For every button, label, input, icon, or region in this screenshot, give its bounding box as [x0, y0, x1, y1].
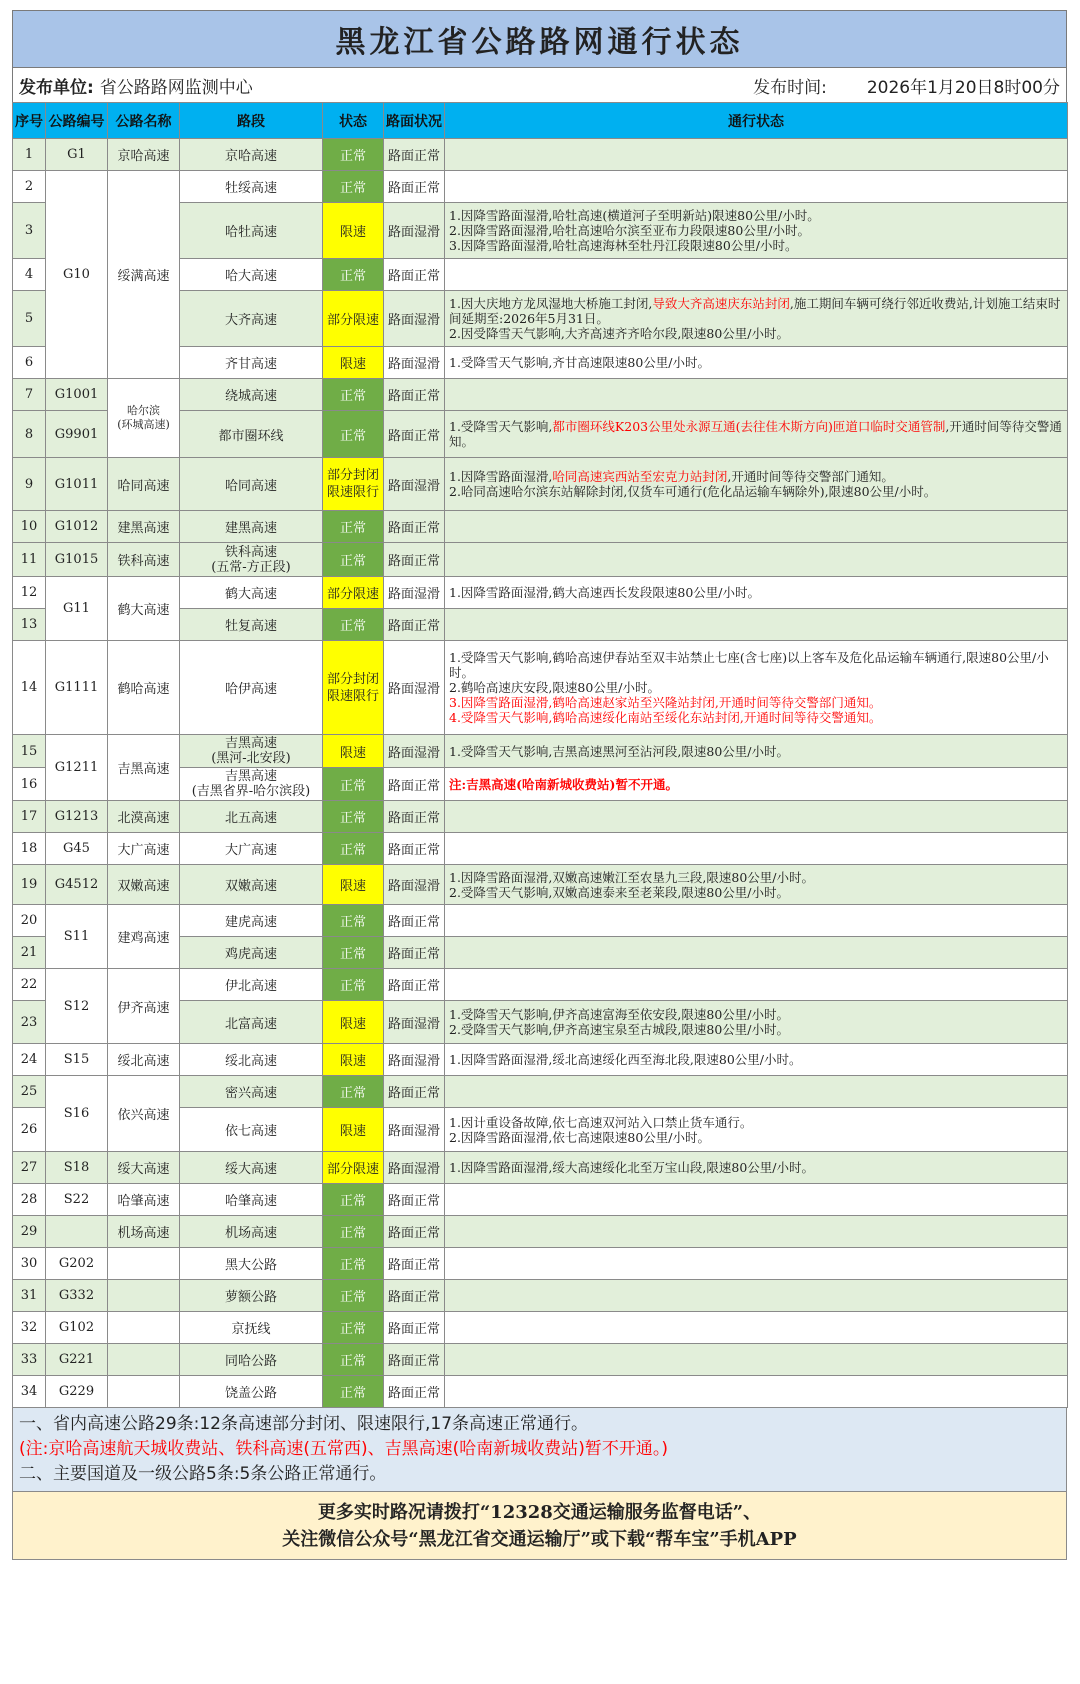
- road-code: G45: [46, 833, 108, 865]
- row-no: 17: [13, 801, 46, 833]
- road-name: 绥满高速: [108, 171, 180, 379]
- road-name: 依兴高速: [108, 1076, 180, 1152]
- row-no: 4: [13, 259, 46, 291]
- road-code: G332: [46, 1280, 108, 1312]
- road-name: 吉黑高速: [108, 735, 180, 801]
- row-no: 13: [13, 609, 46, 641]
- traffic-desc: 1.受降雪天气影响,鹤哈高速伊春站至双丰站禁止七座(含七座)以上客车及危化品运输车辆通行,限速80公里/小时。 2.鹤哈高速庆安段,限速80公里/小时。 3.因降雪路面湿滑,鹤哈高速赵家站至兴隆站封闭,开通时间等待交警部门通知。 4.受降雪天气影响,鹤哈高速绥化南站至绥化东站封闭,开通时间等待交警通知。: [445, 641, 1068, 735]
- status-badge: 正常: [323, 259, 384, 291]
- row-no: 29: [13, 1216, 46, 1248]
- surface-condition: 路面正常: [384, 905, 445, 937]
- road-name: 建黑高速: [108, 511, 180, 543]
- traffic-desc: 1.受降雪天气影响,伊齐高速富海至依安段,限速80公里/小时。 2.受降雪天气影响,伊齐高速宝泉至古城段,限速80公里/小时。: [445, 1001, 1068, 1044]
- status-badge: 正常: [323, 1216, 384, 1248]
- road-code: G1001: [46, 379, 108, 411]
- road-segment: 鸡虎高速: [180, 937, 323, 969]
- row-no: 18: [13, 833, 46, 865]
- traffic-desc: 1.受降雪天气影响,都市圈环线K203公里处永源互通(去往佳木斯方向)匝道口临时交通管制,开通时间等待交警通知。: [445, 411, 1068, 458]
- traffic-desc: [445, 511, 1068, 543]
- row-no: 2: [13, 171, 46, 203]
- status-badge: 部分限速: [323, 1152, 384, 1184]
- road-name: [108, 1376, 180, 1408]
- road-name: 建鸡高速: [108, 905, 180, 969]
- col-header-status: 状态: [323, 103, 384, 139]
- traffic-desc: [445, 1184, 1068, 1216]
- traffic-desc: [445, 1312, 1068, 1344]
- road-segment: 大广高速: [180, 833, 323, 865]
- road-segment: 吉黑高速 (黑河-北安段): [180, 735, 323, 768]
- road-segment: 双嫩高速: [180, 865, 323, 905]
- table-row: [13, 833, 1068, 865]
- surface-condition: 路面正常: [384, 259, 445, 291]
- road-code: S18: [46, 1152, 108, 1184]
- surface-condition: 路面湿滑: [384, 865, 445, 905]
- road-name: 铁科高速: [108, 543, 180, 577]
- row-no: 11: [13, 543, 46, 577]
- col-header-segment: 路段: [180, 103, 323, 139]
- traffic-desc: 1.因降雪路面湿滑,哈同高速宾西站至宏克力站封闭,开通时间等待交警部门通知。 2.哈同高速哈尔滨东站解除封闭,仅货车可通行(危化品运输车辆除外),限速80公里/小时。: [445, 458, 1068, 511]
- summary-note: (注:京哈高速航天城收费站、铁科高速(五常西)、吉黑高速(哈南新城收费站)暂不开通。): [19, 1439, 669, 1459]
- status-badge: 正常: [323, 801, 384, 833]
- table-row: [13, 1344, 1068, 1376]
- row-no: 24: [13, 1044, 46, 1076]
- status-badge: 正常: [323, 905, 384, 937]
- summary-panel: [12, 1408, 1067, 1492]
- publish-time: 2026年1月20日8时00分: [866, 77, 1060, 98]
- traffic-desc: [445, 1076, 1068, 1108]
- table-row: [13, 577, 1068, 609]
- road-code: G1012: [46, 511, 108, 543]
- status-badge: 部分限速: [323, 577, 384, 609]
- status-badge: 正常: [323, 511, 384, 543]
- traffic-desc: [445, 801, 1068, 833]
- publish-info-row: [12, 68, 1067, 102]
- row-no: 34: [13, 1376, 46, 1408]
- status-badge: 限速: [323, 203, 384, 259]
- surface-condition: 路面正常: [384, 411, 445, 458]
- surface-condition: 路面正常: [384, 1076, 445, 1108]
- road-segment: 都市圈环线: [180, 411, 323, 458]
- surface-condition: 路面湿滑: [384, 1108, 445, 1152]
- table-row: [13, 865, 1068, 905]
- table-row: [13, 969, 1068, 1001]
- road-name: 哈尔滨 (环城高速): [108, 379, 180, 458]
- surface-condition: 路面正常: [384, 1184, 445, 1216]
- status-badge: 正常: [323, 171, 384, 203]
- traffic-desc: [445, 1216, 1068, 1248]
- road-code: G11: [46, 577, 108, 641]
- status-badge: 正常: [323, 543, 384, 577]
- traffic-desc: [445, 905, 1068, 937]
- table-row: [13, 1076, 1068, 1108]
- surface-condition: 路面正常: [384, 1216, 445, 1248]
- status-badge: 正常: [323, 609, 384, 641]
- row-no: 20: [13, 905, 46, 937]
- status-badge: 正常: [323, 1312, 384, 1344]
- road-segment: 黑大公路: [180, 1248, 323, 1280]
- surface-condition: 路面正常: [384, 1280, 445, 1312]
- road-name: 鹤哈高速: [108, 641, 180, 735]
- traffic-desc: [445, 139, 1068, 171]
- status-badge: 正常: [323, 139, 384, 171]
- traffic-desc: [445, 171, 1068, 203]
- road-code: [46, 1216, 108, 1248]
- surface-condition: 路面正常: [384, 768, 445, 801]
- summary-national-roads: 二、主要国道及一级公路5条:5条公路正常通行。: [19, 1464, 387, 1484]
- road-code: G221: [46, 1344, 108, 1376]
- status-badge: 限速: [323, 1108, 384, 1152]
- surface-condition: 路面湿滑: [384, 735, 445, 768]
- road-name: 机场高速: [108, 1216, 180, 1248]
- road-code: S16: [46, 1076, 108, 1152]
- road-name: 绥大高速: [108, 1152, 180, 1184]
- col-header-surface: 路面状况: [384, 103, 445, 139]
- status-badge: 正常: [323, 1376, 384, 1408]
- road-status-table: [12, 102, 1068, 1408]
- road-name: 大广高速: [108, 833, 180, 865]
- traffic-desc: 1.因降雪路面湿滑,绥大高速绥化北至万宝山段,限速80公里/小时。: [445, 1152, 1068, 1184]
- row-no: 27: [13, 1152, 46, 1184]
- row-no: 19: [13, 865, 46, 905]
- table-row: [13, 641, 1068, 735]
- traffic-desc: 1.因降雪路面湿滑,双嫩高速嫩江至农垦九三段,限速80公里/小时。 2.受降雪天气影响,双嫩高速泰来至老莱段,限速80公里/小时。: [445, 865, 1068, 905]
- table-row: [13, 171, 1068, 203]
- surface-condition: 路面正常: [384, 969, 445, 1001]
- surface-condition: 路面正常: [384, 171, 445, 203]
- road-name: [108, 1312, 180, 1344]
- col-header-traffic: 通行状态: [445, 103, 1068, 139]
- footer-hotline: 更多实时路况请拨打“12328交通运输服务监督电话”、: [317, 1501, 762, 1523]
- row-no: 6: [13, 347, 46, 379]
- road-segment: 北五高速: [180, 801, 323, 833]
- road-segment: 齐甘高速: [180, 347, 323, 379]
- surface-condition: 路面湿滑: [384, 458, 445, 511]
- publisher-name: 省公路路网监测中心: [99, 77, 253, 98]
- status-sheet: [12, 10, 1067, 1560]
- status-badge: 限速: [323, 865, 384, 905]
- status-badge: 限速: [323, 1001, 384, 1044]
- row-no: 15: [13, 735, 46, 768]
- status-badge: 正常: [323, 969, 384, 1001]
- traffic-desc: 1.受降雪天气影响,齐甘高速限速80公里/小时。: [445, 347, 1068, 379]
- road-name: 伊齐高速: [108, 969, 180, 1044]
- row-no: 14: [13, 641, 46, 735]
- table-row: [13, 139, 1068, 171]
- road-name: [108, 1248, 180, 1280]
- row-no: 33: [13, 1344, 46, 1376]
- road-code: S22: [46, 1184, 108, 1216]
- surface-condition: 路面湿滑: [384, 1044, 445, 1076]
- status-badge: 正常: [323, 768, 384, 801]
- road-code: G9901: [46, 411, 108, 458]
- traffic-desc: 1.因降雪路面湿滑,哈牡高速(横道河子至明新站)限速80公里/小时。 2.因降雪路面湿滑,哈牡高速哈尔滨至亚布力段限速80公里/小时。 3.因降雪路面湿滑,哈牡高速海林至牡丹江段限速80公里/小时。: [445, 203, 1068, 259]
- surface-condition: 路面正常: [384, 139, 445, 171]
- row-no: 7: [13, 379, 46, 411]
- publish-time-info: 发布时间: 2026年1月20日8时00分: [753, 77, 1060, 98]
- row-no: 22: [13, 969, 46, 1001]
- table-row: [13, 1376, 1068, 1408]
- road-segment: 饶盖公路: [180, 1376, 323, 1408]
- row-no: 10: [13, 511, 46, 543]
- road-segment: 北富高速: [180, 1001, 323, 1044]
- road-segment: 伊北高速: [180, 969, 323, 1001]
- road-segment: 机场高速: [180, 1216, 323, 1248]
- traffic-desc: [445, 937, 1068, 969]
- road-name: 绥北高速: [108, 1044, 180, 1076]
- footer-banner: [12, 1492, 1067, 1560]
- traffic-desc: [445, 259, 1068, 291]
- table-row: [13, 735, 1068, 768]
- road-segment: 建黑高速: [180, 511, 323, 543]
- surface-condition: 路面正常: [384, 543, 445, 577]
- traffic-desc: 1.因计重设备故障,依七高速双河站入口禁止货车通行。 2.因降雪路面湿滑,依七高速限速80公里/小时。: [445, 1108, 1068, 1152]
- status-badge: 限速: [323, 347, 384, 379]
- row-no: 8: [13, 411, 46, 458]
- road-code: G202: [46, 1248, 108, 1280]
- road-segment: 京抚线: [180, 1312, 323, 1344]
- surface-condition: 路面正常: [384, 1376, 445, 1408]
- road-name: 哈肇高速: [108, 1184, 180, 1216]
- row-no: 25: [13, 1076, 46, 1108]
- row-no: 26: [13, 1108, 46, 1152]
- road-name: [108, 1344, 180, 1376]
- road-name: 京哈高速: [108, 139, 180, 171]
- col-header-no: 序号: [13, 103, 46, 139]
- traffic-desc: [445, 379, 1068, 411]
- col-header-name: 公路名称: [108, 103, 180, 139]
- footer-app-info: 关注微信公众号“黑龙江省交通运输厅”或下载“帮车宝”手机APP: [282, 1528, 797, 1550]
- road-segment: 萝额公路: [180, 1280, 323, 1312]
- row-no: 12: [13, 577, 46, 609]
- road-segment: 铁科高速 (五常-方正段): [180, 543, 323, 577]
- surface-condition: 路面正常: [384, 511, 445, 543]
- surface-condition: 路面正常: [384, 1312, 445, 1344]
- road-code: G1213: [46, 801, 108, 833]
- table-row: [13, 905, 1068, 937]
- road-code: G1211: [46, 735, 108, 801]
- traffic-desc: [445, 1280, 1068, 1312]
- road-code: G1: [46, 139, 108, 171]
- surface-condition: 路面正常: [384, 1248, 445, 1280]
- road-segment: 鹤大高速: [180, 577, 323, 609]
- road-code: S12: [46, 969, 108, 1044]
- row-no: 5: [13, 291, 46, 347]
- road-segment: 哈伊高速: [180, 641, 323, 735]
- road-segment: 绥北高速: [180, 1044, 323, 1076]
- road-code: G229: [46, 1376, 108, 1408]
- traffic-desc: 1.受降雪天气影响,吉黑高速黑河至沾河段,限速80公里/小时。: [445, 735, 1068, 768]
- col-header-code: 公路编号: [46, 103, 108, 139]
- surface-condition: 路面正常: [384, 937, 445, 969]
- road-segment: 哈大高速: [180, 259, 323, 291]
- traffic-desc: [445, 543, 1068, 577]
- road-name: 哈同高速: [108, 458, 180, 511]
- table-row: [13, 1216, 1068, 1248]
- road-segment: 依七高速: [180, 1108, 323, 1152]
- road-segment: 吉黑高速 (吉黑省界-哈尔滨段): [180, 768, 323, 801]
- row-no: 32: [13, 1312, 46, 1344]
- row-no: 1: [13, 139, 46, 171]
- road-segment: 哈牡高速: [180, 203, 323, 259]
- table-row: [13, 801, 1068, 833]
- road-code: G102: [46, 1312, 108, 1344]
- status-badge: 正常: [323, 1248, 384, 1280]
- status-badge: 正常: [323, 1344, 384, 1376]
- surface-condition: 路面正常: [384, 609, 445, 641]
- table-row: [13, 1248, 1068, 1280]
- traffic-desc: 注:吉黑高速(哈南新城收费站)暂不开通。: [445, 768, 1068, 801]
- road-name: 鹤大高速: [108, 577, 180, 641]
- road-segment: 牡复高速: [180, 609, 323, 641]
- row-no: 16: [13, 768, 46, 801]
- surface-condition: 路面湿滑: [384, 641, 445, 735]
- status-badge: 部分封闭 限速限行: [323, 641, 384, 735]
- surface-condition: 路面湿滑: [384, 347, 445, 379]
- traffic-desc: 1.因降雪路面湿滑,鹤大高速西长发段限速80公里/小时。: [445, 577, 1068, 609]
- traffic-desc: [445, 833, 1068, 865]
- status-badge: 限速: [323, 1044, 384, 1076]
- summary-highways: 一、省内高速公路29条:12条高速部分封闭、限速限行,17条高速正常通行。: [19, 1414, 589, 1434]
- row-no: 23: [13, 1001, 46, 1044]
- road-segment: 同哈公路: [180, 1344, 323, 1376]
- table-row: [13, 1044, 1068, 1076]
- row-no: 3: [13, 203, 46, 259]
- table-header-row: [13, 103, 1068, 139]
- publisher-info: 发布单位: 省公路路网监测中心: [19, 77, 253, 98]
- road-segment: 绕城高速: [180, 379, 323, 411]
- surface-condition: 路面湿滑: [384, 291, 445, 347]
- table-row: [13, 1152, 1068, 1184]
- status-badge: 正常: [323, 411, 384, 458]
- surface-condition: 路面正常: [384, 833, 445, 865]
- surface-condition: 路面正常: [384, 801, 445, 833]
- road-segment: 建虎高速: [180, 905, 323, 937]
- status-badge: 正常: [323, 833, 384, 865]
- road-code: S15: [46, 1044, 108, 1076]
- surface-condition: 路面湿滑: [384, 203, 445, 259]
- traffic-desc: [445, 1376, 1068, 1408]
- traffic-desc: [445, 1248, 1068, 1280]
- table-row: [13, 379, 1068, 411]
- row-no: 30: [13, 1248, 46, 1280]
- road-segment: 密兴高速: [180, 1076, 323, 1108]
- road-name: 北漠高速: [108, 801, 180, 833]
- road-segment: 大齐高速: [180, 291, 323, 347]
- table-row: [13, 1280, 1068, 1312]
- traffic-desc: [445, 609, 1068, 641]
- table-row: [13, 1184, 1068, 1216]
- status-badge: 正常: [323, 937, 384, 969]
- status-badge: 限速: [323, 735, 384, 768]
- status-badge: 部分封闭 限速限行: [323, 458, 384, 511]
- road-segment: 京哈高速: [180, 139, 323, 171]
- surface-condition: 路面湿滑: [384, 1152, 445, 1184]
- status-badge: 正常: [323, 379, 384, 411]
- table-row: [13, 458, 1068, 511]
- status-badge: 正常: [323, 1280, 384, 1312]
- surface-condition: 路面湿滑: [384, 577, 445, 609]
- traffic-desc: 1.因降雪路面湿滑,绥北高速绥化西至海北段,限速80公里/小时。: [445, 1044, 1068, 1076]
- surface-condition: 路面湿滑: [384, 1001, 445, 1044]
- road-segment: 哈肇高速: [180, 1184, 323, 1216]
- road-segment: 牡绥高速: [180, 171, 323, 203]
- road-code: G1011: [46, 458, 108, 511]
- row-no: 31: [13, 1280, 46, 1312]
- row-no: 9: [13, 458, 46, 511]
- road-name: [108, 1280, 180, 1312]
- road-segment: 绥大高速: [180, 1152, 323, 1184]
- surface-condition: 路面正常: [384, 379, 445, 411]
- traffic-desc: [445, 969, 1068, 1001]
- road-code: G10: [46, 171, 108, 379]
- traffic-desc: [445, 1344, 1068, 1376]
- surface-condition: 路面正常: [384, 1344, 445, 1376]
- traffic-desc: 1.因大庆地方龙凤湿地大桥施工封闭,导致大齐高速庆东站封闭,施工期间车辆可绕行邻近收费站,计划施工结束时间延期至:2026年5月31日。 2.因受降雪天气影响,大齐高速齐齐哈尔段,限速80公里/小时。: [445, 291, 1068, 347]
- status-badge: 部分限速: [323, 291, 384, 347]
- road-segment: 哈同高速: [180, 458, 323, 511]
- row-no: 28: [13, 1184, 46, 1216]
- page-title: 黑龙江省公路路网通行状态: [12, 10, 1067, 68]
- road-code: G1111: [46, 641, 108, 735]
- status-badge: 正常: [323, 1076, 384, 1108]
- row-no: 21: [13, 937, 46, 969]
- road-code: G1015: [46, 543, 108, 577]
- status-badge: 正常: [323, 1184, 384, 1216]
- road-name: 双嫩高速: [108, 865, 180, 905]
- table-row: [13, 543, 1068, 577]
- table-row: [13, 1312, 1068, 1344]
- table-row: [13, 511, 1068, 543]
- road-code: S11: [46, 905, 108, 969]
- road-code: G4512: [46, 865, 108, 905]
